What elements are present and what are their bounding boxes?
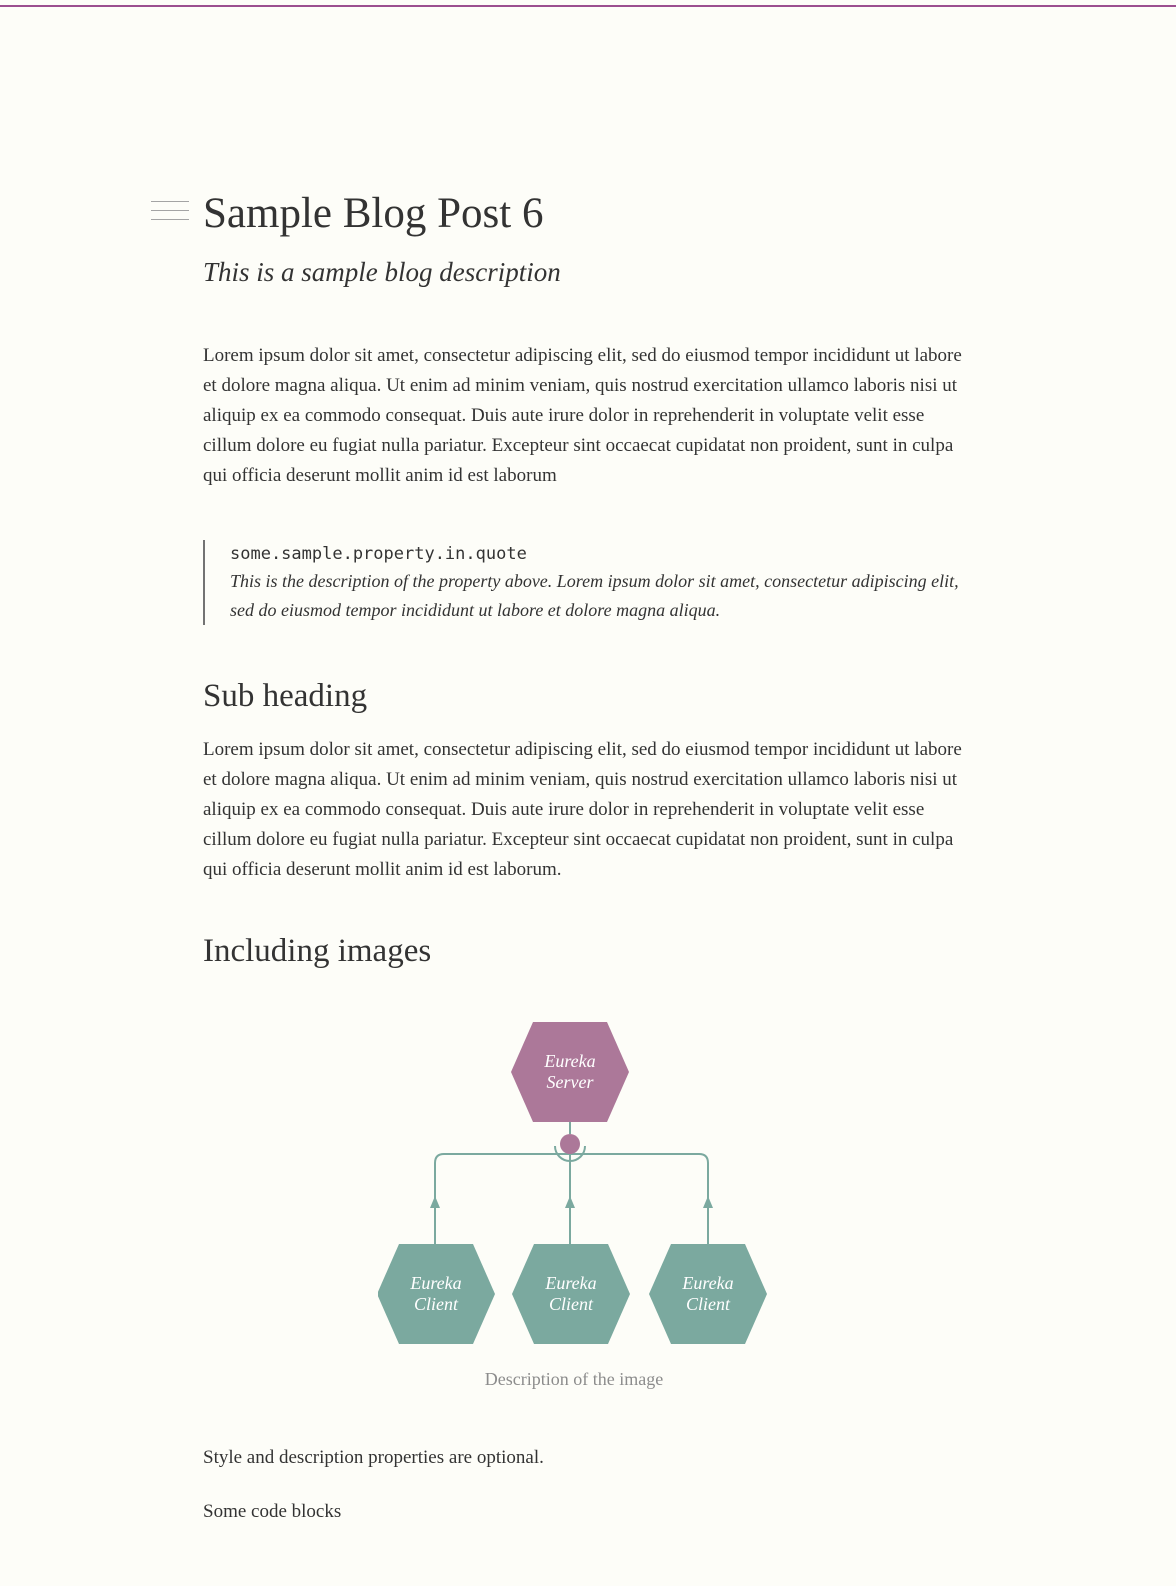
menu-line-middle <box>151 210 189 211</box>
arrow-up-icon <box>430 1196 440 1208</box>
image-caption: Description of the image <box>484 1369 664 1389</box>
top-accent-line <box>0 0 1176 7</box>
server-label-line2: Server <box>546 1072 594 1092</box>
registry-connector-dot <box>560 1134 580 1154</box>
code-blocks-paragraph: Some code blocks <box>203 1501 342 1522</box>
eureka-client-node <box>512 1244 630 1344</box>
property-quote <box>203 540 963 625</box>
quote-property-name: some.sample.property.in.quote <box>230 544 527 564</box>
client-label-line2: Client <box>414 1294 458 1314</box>
eureka-client-node <box>378 1244 495 1344</box>
hamburger-menu-icon[interactable] <box>151 201 189 227</box>
body-paragraph: Lorem ipsum dolor sit amet, consectetur adipiscing elit, sed do eiusmod tempor incididunt ut labore et dolore magna aliqua. Ut enim ad minim veniam, quis nostrud exercitation ullamco laboris nisi ut aliquip ex ea commodo consequat. Duis aute irure dolor in reprehenderit in voluptate velit esse cillum dolore eu fugiat nulla pariatur. Excepteur sint occaecat cupidatat non proident, sunt in culpa qui officia deserunt mollit anim id est laborum. <box>203 739 962 880</box>
images-heading: Including images <box>203 933 432 969</box>
eureka-server-node <box>511 1022 629 1122</box>
arrow-up-icon <box>565 1196 575 1208</box>
client-label-line1: Eureka <box>410 1273 462 1293</box>
eureka-architecture-diagram <box>378 1022 770 1346</box>
sub-heading: Sub heading <box>203 678 368 714</box>
client-label-line1: Eureka <box>545 1273 597 1293</box>
eureka-client-node <box>649 1244 767 1344</box>
menu-line-bottom <box>151 219 189 220</box>
menu-line-top <box>151 201 189 202</box>
client-label-line2: Client <box>549 1294 593 1314</box>
intro-paragraph: Lorem ipsum dolor sit amet, consectetur adipiscing elit, sed do eiusmod tempor incididunt ut labore et dolore magna aliqua. Ut enim ad minim veniam, quis nostrud exercitation ullamco laboris nisi ut aliquip ex ea commodo consequat. Duis aute irure dolor in reprehenderit in voluptate velit esse cillum dolore eu fugiat nulla pariatur. Excepteur sint occaecat cupidatat non proident, sunt in culpa qui officia deserunt mollit anim id est laborum <box>203 345 962 486</box>
arrow-up-icon <box>703 1196 713 1208</box>
client-label-line1: Eureka <box>682 1273 734 1293</box>
optional-note-paragraph: Style and description properties are optional. <box>203 1447 544 1468</box>
quote-property-description: This is the description of the property above. Lorem ipsum dolor sit amet, consectetur adipiscing elit, sed do eiusmod tempor incididunt ut labore et dolore magna aliqua. <box>230 571 959 620</box>
page-title: Sample Blog Post 6 <box>203 190 544 237</box>
page-description: This is a sample blog description <box>203 257 561 287</box>
client-label-line2: Client <box>686 1294 730 1314</box>
server-label-line1: Eureka <box>544 1051 596 1071</box>
